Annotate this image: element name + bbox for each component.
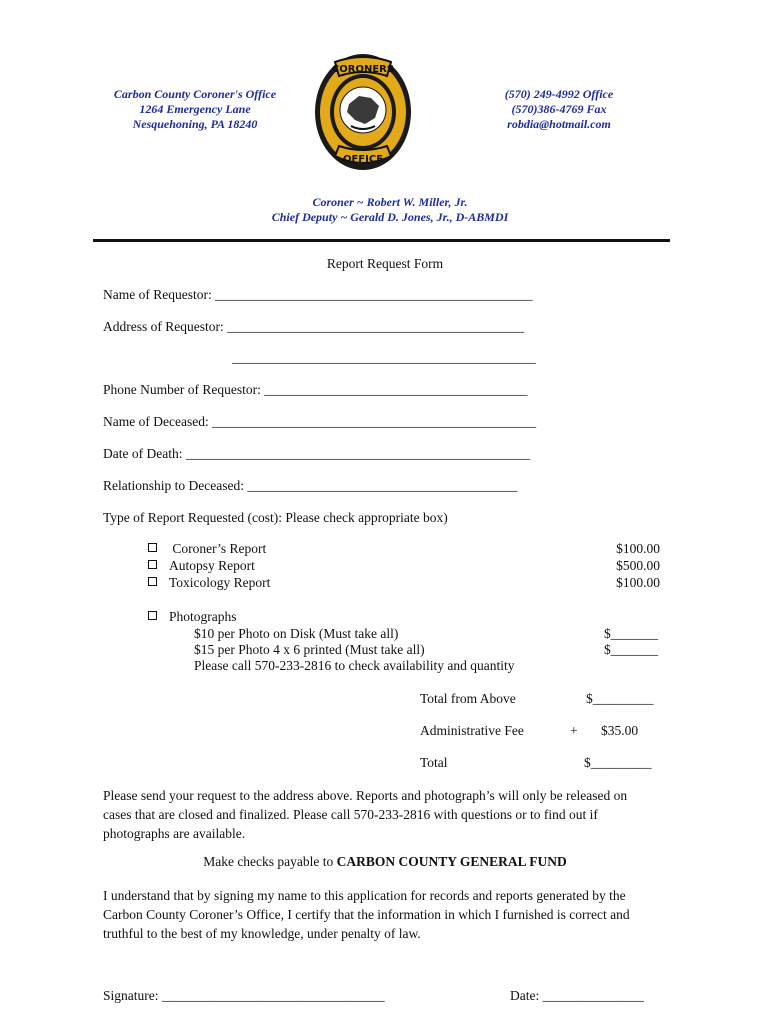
admin-fee-label: Administrative Fee: [420, 723, 524, 738]
admin-fee-value: $35.00: [601, 723, 639, 738]
relationship-field[interactable]: Relationship to Deceased: ________________________________________: [103, 478, 518, 493]
photo-print-price-field[interactable]: $_______: [604, 642, 658, 657]
logo-bottom-text: OFFICE: [342, 154, 384, 165]
signature-field[interactable]: Signature: _________________________________: [103, 988, 385, 1003]
release-note-line: cases that are closed and finalized. Please call 570-233-2816 with questions or to find out if: [103, 807, 598, 822]
requestor-phone-field[interactable]: Phone Number of Requestor: _______________________________________: [103, 382, 528, 397]
deceased-name-field[interactable]: Name of Deceased: ________________________________________________: [103, 414, 537, 429]
autopsy-report-checkbox[interactable]: [148, 560, 157, 569]
coroner-report-label: Coroner’s Report: [169, 541, 267, 556]
release-note: [103, 786, 627, 843]
admin-fee-plus: +: [570, 723, 578, 738]
date-of-death-field[interactable]: Date of Death: ___________________________________________________: [103, 446, 531, 461]
payment-instruction: [0, 853, 770, 870]
form-title: Report Request Form: [326, 256, 444, 271]
office-street: 1264 Emergency Lane: [139, 102, 251, 116]
date-field[interactable]: Date: _______________: [510, 988, 644, 1003]
report-type-label: Type of Report Requested (cost): Please check appropriate box): [103, 510, 448, 525]
office-address-block: [90, 87, 300, 132]
office-email: robdia@hotmail.com: [507, 117, 611, 131]
photographs-checkbox[interactable]: [148, 611, 157, 620]
coroner-name: Coroner ~ Robert W. Miller, Jr.: [312, 195, 468, 209]
photo-disk-price-field[interactable]: $_______: [604, 626, 658, 641]
payment-instruction-text: Make checks payable to: [203, 854, 337, 869]
photographs-label: Photographs: [169, 609, 237, 624]
office-contact-block: [488, 87, 630, 132]
total-from-above-field[interactable]: $_________: [586, 691, 654, 706]
total-field[interactable]: $_________: [584, 755, 652, 770]
photo-print-line: $15 per Photo 4 x 6 printed (Must take all): [194, 642, 425, 657]
release-note-line: Please send your request to the address above. Reports and photograph’s will only be released on: [103, 788, 628, 803]
certification-line: I understand that by signing my name to this application for records and reports generated by the: [103, 888, 626, 903]
autopsy-report-label: Autopsy Report: [169, 558, 255, 573]
toxicology-report-checkbox[interactable]: [148, 577, 157, 586]
photographs-option[interactable]: [148, 608, 237, 625]
toxicology-report-label: Toxicology Report: [169, 575, 271, 590]
photo-disk-line: $10 per Photo on Disk (Must take all): [194, 626, 399, 641]
release-note-line: photographs are available.: [103, 826, 246, 841]
payee-name: CARBON COUNTY GENERAL FUND: [336, 854, 567, 869]
certification-statement: [103, 886, 630, 943]
certification-line: truthful to the best of my knowledge, under penalty of law.: [103, 926, 421, 941]
officials-block: [180, 195, 600, 225]
coroners-office-logo: [313, 50, 413, 175]
office-phone: (570) 249-4992 Office: [504, 87, 614, 101]
coroner-report-checkbox[interactable]: [148, 543, 157, 552]
seal-icon: [313, 50, 413, 175]
office-name: Carbon County Coroner's Office: [113, 87, 277, 101]
certification-line: Carbon County Coroner’s Office, I certify that the information in which I furnished is correct and: [103, 907, 630, 922]
requestor-address-field[interactable]: Address of Requestor: ____________________________________________: [103, 319, 525, 334]
autopsy-report-price: $500.00: [616, 558, 660, 573]
toxicology-report-price: $100.00: [616, 575, 660, 590]
toxicology-report-option[interactable]: [148, 574, 270, 591]
office-city: Nesquehoning, PA 18240: [132, 117, 258, 131]
total-from-above-label: Total from Above: [420, 691, 516, 706]
header-divider: [93, 239, 670, 242]
office-fax: (570)386-4769 Fax: [511, 102, 607, 116]
coroner-report-option[interactable]: [148, 540, 266, 557]
chief-deputy-name: Chief Deputy ~ Gerald D. Jones, Jr., D-ABMDI: [271, 210, 509, 224]
coroner-report-price: $100.00: [616, 541, 660, 556]
logo-top-text: CORONERS: [331, 64, 395, 75]
requestor-name-field[interactable]: Name of Requestor: _______________________________________________: [103, 287, 533, 302]
autopsy-report-option[interactable]: [148, 557, 255, 574]
photo-call-note: Please call 570-233-2816 to check availability and quantity: [194, 658, 515, 673]
total-label: Total: [420, 755, 448, 770]
requestor-address-line2-field[interactable]: _____________________________________________: [232, 350, 536, 365]
